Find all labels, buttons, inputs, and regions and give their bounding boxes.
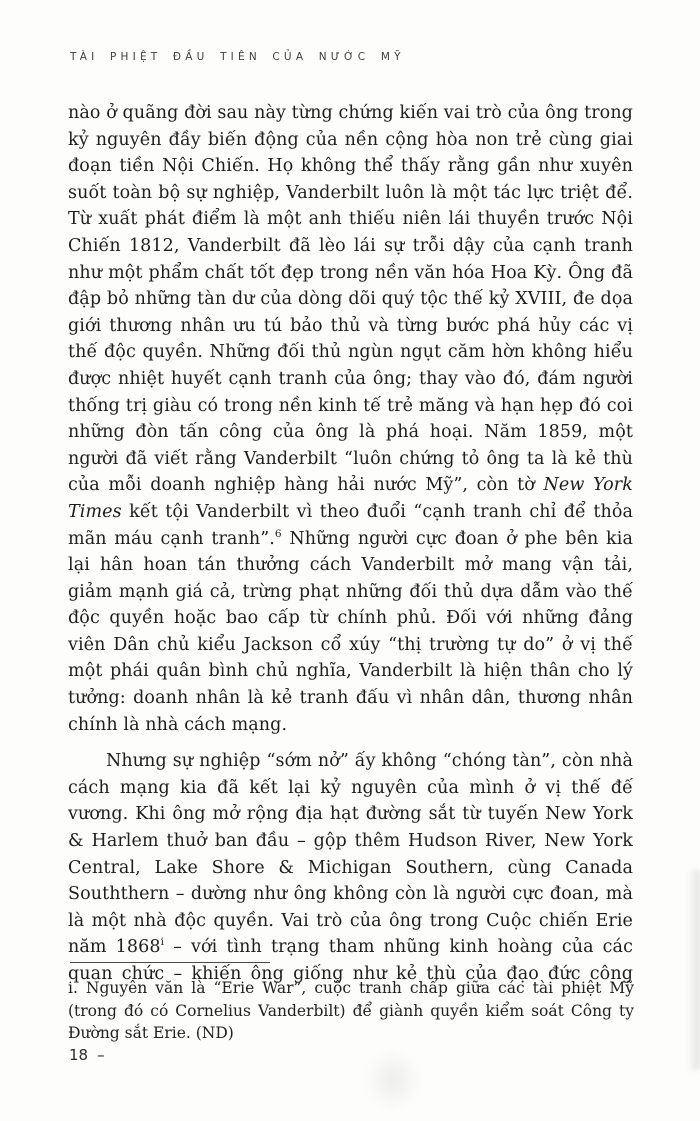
page-number: 18 — [69, 1046, 89, 1064]
watermark-smudge — [363, 1048, 423, 1112]
page-edge-shadow — [687, 870, 700, 1070]
paragraph-2 — [68, 748, 633, 987]
paragraph-1-text-3: Những người cực đoan ở phe bên kia lại hân hoan tán thưởng cách Vanderbilt mở mang vận tải, giảm mạnh giá cả, trừng phạt những đối thủ dựa dẫm vào thế độc quyền hoặc bao cấp từ chính phủ. Đối với những đảng viên Dân chủ kiểu Jackson cổ xúy “thị trường tự do” ở vị thế một phái quân bình chủ nghĩa, Vanderbilt là hiện thân cho lý tưởng: doanh nhân là kẻ tranh đấu vì nhân dân, thương nhân chính là nhà cách mạng. — [68, 528, 633, 735]
running-header: TÀI PHIỆT ĐẦU TIÊN CỦA NƯỚC MỸ — [70, 51, 405, 63]
paragraph-2-text-2: – với tình trạng tham nhũng kinh hoàng của các quan chức – khiến ông giống như kẻ thù của đạo đức công — [68, 937, 633, 984]
footnote-text: i. Nguyên văn là “Erie War”, cuộc tranh chấp giữa các tài phiệt Mỹ (trong đó có Cornelius Vanderbilt) để giành quyền kiểm soát Công ty Đường sắt Erie. (ND) — [68, 979, 634, 1042]
paragraph-1-text-2: kết tội Vanderbilt vì theo đuổi “cạnh tranh chỉ để thỏa mãn máu cạnh tranh”. — [68, 501, 633, 549]
page-footer — [69, 1046, 105, 1064]
footnote-ref-6: 6 — [274, 527, 282, 540]
footnote-ref-i: i — [160, 936, 165, 949]
italic-publication-title: New York Times — [68, 475, 633, 522]
paragraph-1 — [68, 100, 633, 738]
footnote-separator-rule — [70, 962, 270, 963]
page-number-dash: – — [97, 1046, 105, 1064]
body-text — [68, 100, 633, 988]
paragraph-1-text: nào ở quãng đời sau này từng chứng kiến vai trò của ông trong kỷ nguyên đầy biến động của nền cộng hòa non trẻ cùng giai đoạn tiền Nội Chiến. Họ không thể thấy rằng gần như xuyên suốt toàn bộ sự nghiệp, Vanderbilt luôn là một tác lực triệt để. Từ xuất phát điểm là một anh thiếu niên lái thuyền trước Nội Chiến 1812, Vanderbilt đã lèo lái sự trỗi dậy của cạnh tranh như một phẩm chất tốt đẹp trong nền văn hóa Hoa Kỳ. Ông đã đập bỏ những tàn dư của dòng dõi quý tộc thế kỷ XVIII, đe dọa giới thương nhân ưu tú bảo thủ và từng bước phá hủy các vị thế độc quyền. Những đối thủ ngùn ngụt căm hờn không hiểu được nhiệt huyết cạnh tranh của ông; thay vào đó, đám người thống trị giàu có trong nền kinh tế trẻ măng và hạn hẹp đó coi những đòn tấn công của ông là phá hoại. Năm 1859, một người đã viết rằng Vanderbilt “luôn chứng tỏ ông ta là kẻ thù của mỗi doanh nghiệp hàng hải nước Mỹ”, còn tờ — [68, 103, 633, 496]
paragraph-2-text: Nhưng sự nghiệp “sớm nở” ấy không “chóng tàn”, còn nhà cách mạng kia đã kết lại kỷ nguyên của mình ở vị thế đế vương. Khi ông mở rộng địa hạt đường sắt từ tuyến New York & Harlem thuở ban đầu – gộp thêm Hudson River, New York Central, Lake Shore & Michigan Southern, cùng Canada Souththern – dường như ông không còn là người cực đoan, mà là một nhà độc quyền. Vai trò của ông trong Cuộc chiến Erie năm 1868 — [68, 751, 633, 958]
